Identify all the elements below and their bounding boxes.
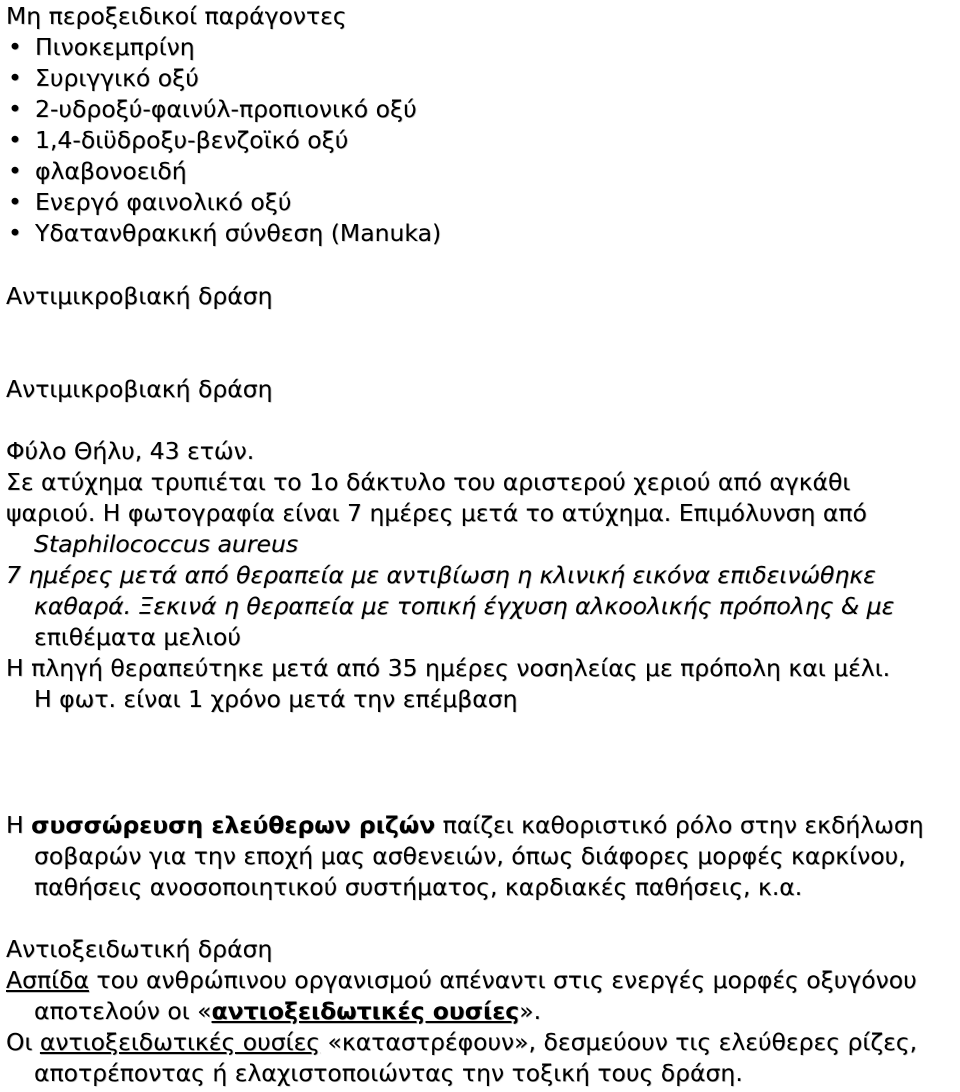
bullet-icon: • xyxy=(8,188,22,216)
list-item: • 2-υδροξύ-φαινύλ-προπιονικό οξύ xyxy=(8,95,417,123)
case-organism: Staphilococcus aureus xyxy=(34,530,299,558)
antimicrobial-heading: Αντιμικροβιακή δράση xyxy=(6,282,273,310)
free-radicals-line: Η συσσώρευση ελεύθερων ριζών παίζει καθοριστικό ρόλο στην εκδήλωση xyxy=(6,811,924,839)
factors-heading: Μη περοξειδικοί παράγοντες xyxy=(6,2,347,30)
bullet-icon: • xyxy=(8,95,22,123)
antioxidant-line: Ασπίδα του ανθρώπινου οργανισμού απέναντι στις ενεργές μορφές οξυγόνου xyxy=(6,966,917,994)
bullet-icon: • xyxy=(8,219,22,247)
antioxidant-line: αποτρέποντας ή ελαχιστοποιώντας την τοξική τους δράση. xyxy=(34,1059,743,1087)
list-item: • φλαβονοειδή xyxy=(8,157,187,185)
free-radicals-line: σοβαρών για την εποχή μας ασθενειών, όπως διάφορες μορφές καρκίνου, xyxy=(34,842,906,870)
antioxidant-line: αποτελούν οι «αντιοξειδωτικές ουσίες». xyxy=(34,997,542,1025)
case-text-line: ψαριού. Η φωτογραφία είναι 7 ημέρες μετά το ατύχημα. Επιμόλυνση από xyxy=(6,499,867,527)
list-item: • Ενεργό φαινολικό οξύ xyxy=(8,188,292,216)
case-text-line: Σε ατύχημα τρυπιέται το 1ο δάκτυλο του αριστερού χεριού από αγκάθι xyxy=(6,468,851,496)
antioxidant-substances-link-2[interactable]: αντιοξειδωτικές ουσίες xyxy=(39,1028,321,1056)
case-text-line: καθαρά. Ξεκινά η θεραπεία με τοπική έγχυση αλκοολικής πρόπολης & με xyxy=(34,592,895,620)
free-radicals-emphasis: συσσώρευση ελεύθερων ριζών xyxy=(31,811,436,839)
list-item: • Πινοκεμπρίνη xyxy=(8,33,195,61)
antimicrobial-heading-repeat: Αντιμικροβιακή δράση xyxy=(6,375,273,403)
bullet-icon: • xyxy=(8,64,22,92)
antioxidant-substances-link[interactable]: αντιοξειδωτικές ουσίες xyxy=(211,997,520,1025)
antioxidant-line: Οι αντιοξειδωτικές ουσίες «καταστρέφουν», δεσμεύουν τις ελεύθερες ρίζες, xyxy=(6,1028,918,1056)
free-radicals-line: παθήσεις ανοσοποιητικού συστήματος, καρδιακές παθήσεις, κ.α. xyxy=(34,873,803,901)
bullet-icon: • xyxy=(8,33,22,61)
case-text-line: Η πληγή θεραπεύτηκε μετά από 35 ημέρες νοσηλείας με πρόπολη και μέλι. xyxy=(6,654,891,682)
bullet-icon: • xyxy=(8,126,22,154)
factors-list xyxy=(0,32,441,249)
case-text-line: επιθέματα μελιού xyxy=(34,623,241,651)
list-item: • Συριγγικό οξύ xyxy=(8,64,199,92)
case-text-line: 7 ημέρες μετά από θεραπεία με αντιβίωση η κλινική εικόνα επιδεινώθηκε xyxy=(6,561,876,589)
antioxidant-heading: Αντιοξειδωτική δράση xyxy=(6,935,273,963)
list-item: • 1,4-διϋδροξυ-βενζοϊκό οξύ xyxy=(8,126,349,154)
case-patient-line: Φύλο Θήλυ, 43 ετών. xyxy=(6,437,255,465)
list-item: • Υδατανθρακική σύνθεση (Manuka) xyxy=(8,219,442,247)
case-text-line: Η φωτ. είναι 1 χρόνο μετά την επέμβαση xyxy=(34,685,518,713)
shield-link[interactable]: Ασπίδα xyxy=(6,966,89,994)
bullet-icon: • xyxy=(8,157,22,185)
